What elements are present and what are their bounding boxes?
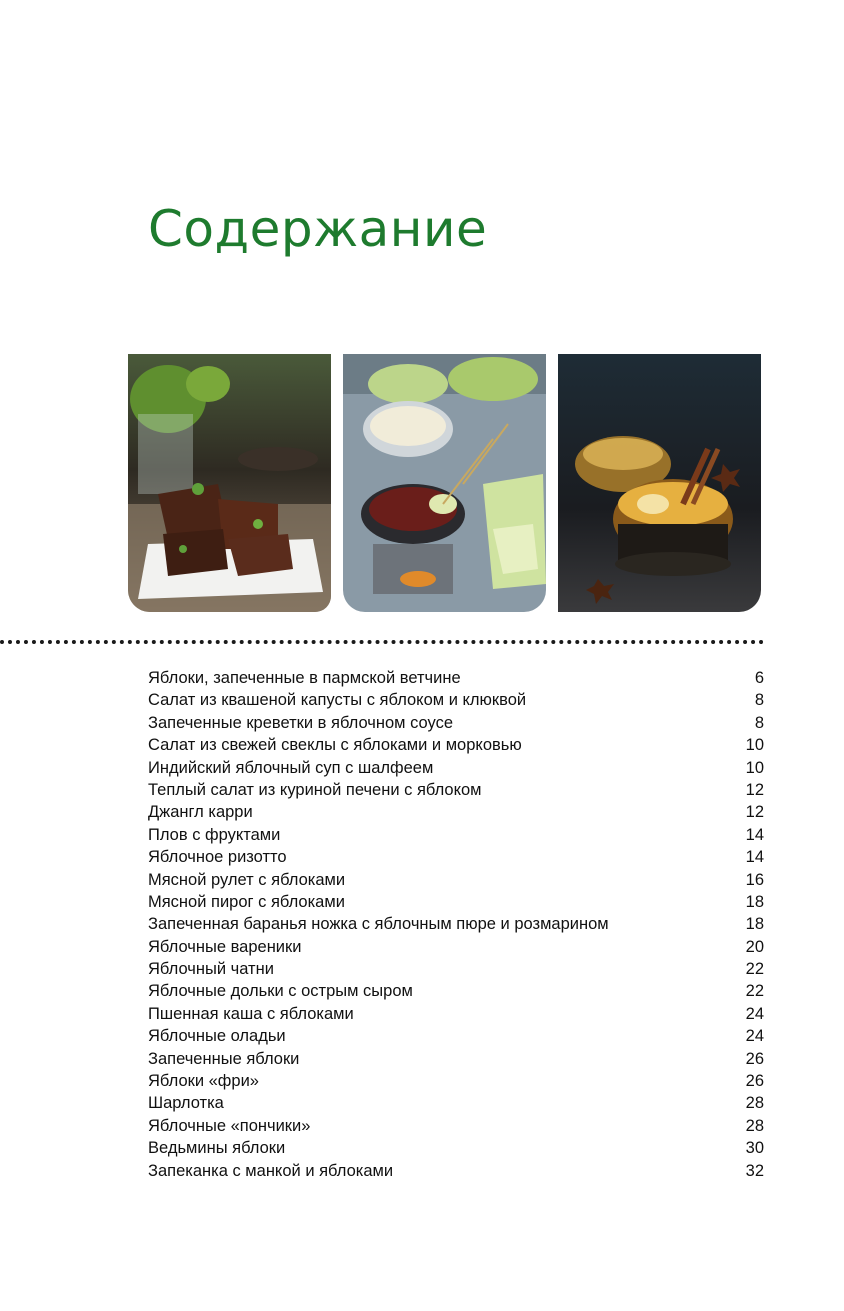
toc-item xyxy=(148,824,764,846)
toc-item-page: 16 xyxy=(745,870,764,889)
toc-item xyxy=(148,1160,764,1182)
toc-item-page: 14 xyxy=(745,825,764,844)
table-of-contents xyxy=(148,667,764,1182)
dotted-divider xyxy=(0,640,764,644)
toc-item-page: 26 xyxy=(745,1072,764,1091)
toc-item-title: Яблоки, запеченные в пармской ветчине xyxy=(148,669,461,687)
toc-item xyxy=(148,936,764,958)
toc-item-title: Теплый салат из куриной печени с яблоком xyxy=(148,780,482,799)
toc-item-page: 10 xyxy=(745,736,764,755)
toc-item xyxy=(148,712,764,734)
toc-item-page: 20 xyxy=(745,937,764,956)
toc-item xyxy=(148,980,764,1002)
toc-item-page: 8 xyxy=(754,691,764,710)
toc-item-page: 14 xyxy=(745,848,764,867)
toc-item xyxy=(148,913,764,935)
toc-item-page: 10 xyxy=(745,758,764,777)
toc-item-page: 24 xyxy=(745,1027,764,1046)
toc-item-title: Яблочные дольки с острым сыром xyxy=(148,982,413,1001)
toc-item xyxy=(148,1115,764,1137)
toc-item-title: Яблочные «пончики» xyxy=(148,1116,311,1135)
toc-item-title: Индийский яблочный суп с шалфеем xyxy=(148,758,434,777)
toc-item-title: Запеченная баранья ножка с яблочным пюре и розмарином xyxy=(148,915,609,934)
toc-item-title: Запеканка с манкой и яблоками xyxy=(148,1161,394,1180)
page-title: Содержание xyxy=(148,200,488,258)
toc-item-title: Яблочные вареники xyxy=(148,937,302,956)
toc-item-page: 32 xyxy=(745,1161,764,1180)
toc-item xyxy=(148,757,764,779)
toc-item-page: 12 xyxy=(745,780,764,799)
toc-item xyxy=(148,1137,764,1159)
toc-item-title: Яблочные оладьи xyxy=(148,1027,286,1046)
toc-item xyxy=(148,1070,764,1092)
toc-item xyxy=(148,667,764,689)
toc-item-title: Яблочный чатни xyxy=(148,960,274,979)
toc-item-page: 28 xyxy=(745,1116,764,1135)
toc-item-title: Запеченные яблоки xyxy=(148,1049,300,1068)
toc-item-title: Запеченные креветки в яблочном соусе xyxy=(148,713,454,732)
toc-item xyxy=(148,1003,764,1025)
photo-mulled-drink xyxy=(558,354,761,612)
toc-item-title: Ведьмины яблоки xyxy=(148,1139,286,1158)
toc-item-title: Мясной рулет с яблоками xyxy=(148,870,346,889)
toc-item-title: Яблоки «фри» xyxy=(148,1072,259,1091)
toc-item-page: 30 xyxy=(745,1139,764,1158)
toc-item xyxy=(148,1092,764,1114)
toc-item-title: Плов с фруктами xyxy=(148,825,281,844)
toc-item-page: 24 xyxy=(745,1004,764,1023)
toc-item xyxy=(148,958,764,980)
toc-item-page: 6 xyxy=(754,669,764,687)
toc-item xyxy=(148,1048,764,1070)
toc-item-page: 26 xyxy=(745,1049,764,1068)
toc-item-title: Салат из свежей свеклы с яблоками и морковью xyxy=(148,736,522,755)
toc-item xyxy=(148,869,764,891)
toc-item xyxy=(148,1025,764,1047)
toc-item xyxy=(148,734,764,756)
toc-item-title: Яблочное ризотто xyxy=(148,848,287,867)
toc-item-page: 22 xyxy=(745,982,764,1001)
toc-item-title: Джангл карри xyxy=(148,803,253,822)
photo-brownies xyxy=(128,354,331,612)
toc-item-title: Салат из квашеной капусты с яблоком и клюквой xyxy=(148,691,527,710)
toc-item-title: Шарлотка xyxy=(148,1094,224,1113)
toc-item xyxy=(148,801,764,823)
photo-fondue xyxy=(343,354,546,612)
toc-item xyxy=(148,891,764,913)
toc-item xyxy=(148,846,764,868)
toc-item-page: 22 xyxy=(745,960,764,979)
toc-item-page: 18 xyxy=(745,915,764,934)
toc-item-page: 18 xyxy=(745,892,764,911)
toc-item-title: Мясной пирог с яблоками xyxy=(148,892,345,911)
toc-item xyxy=(148,779,764,801)
toc-item-page: 28 xyxy=(745,1094,764,1113)
toc-item-page: 8 xyxy=(754,713,764,732)
toc-item-title: Пшенная каша с яблоками xyxy=(148,1004,354,1023)
toc-item xyxy=(148,689,764,711)
toc-item-page: 12 xyxy=(745,803,764,822)
